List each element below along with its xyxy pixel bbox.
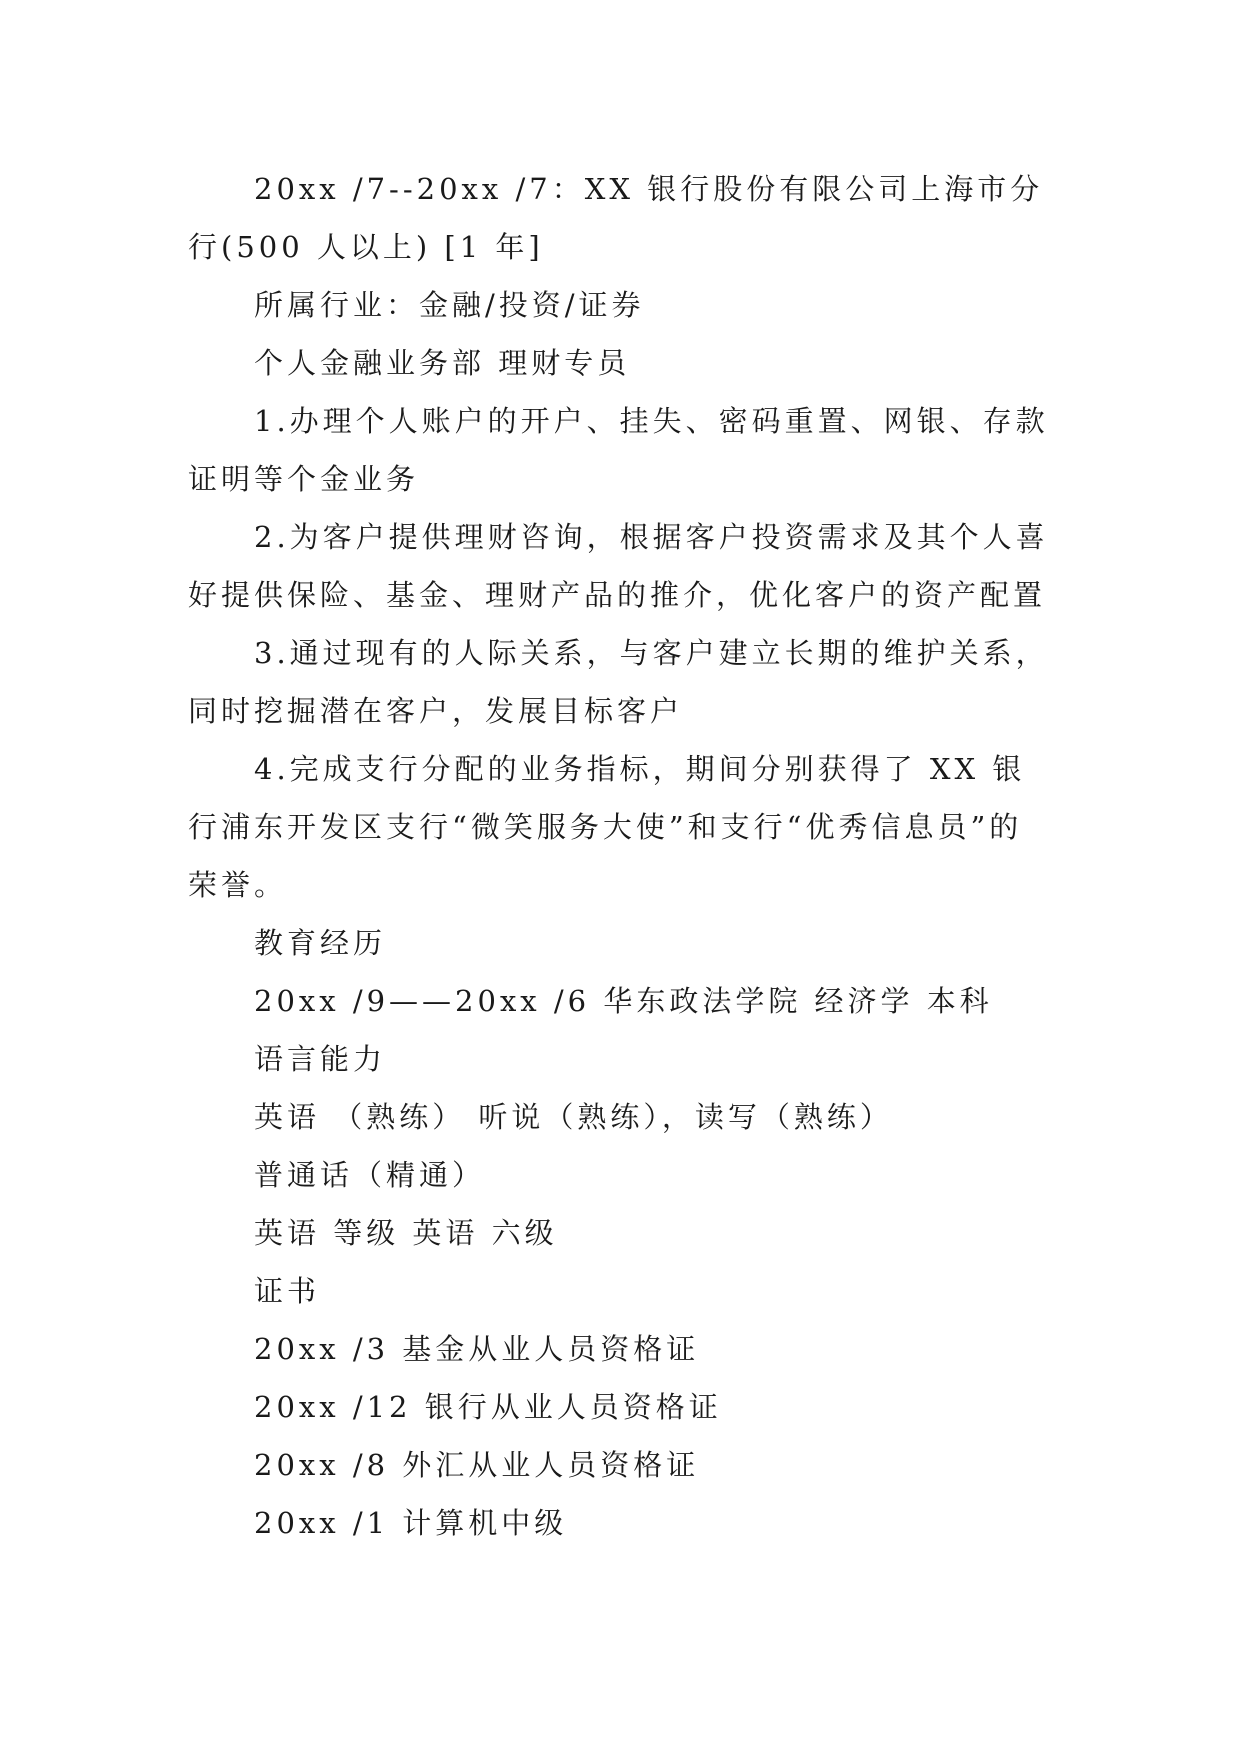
language-mandarin: 普通话（精通）: [254, 1158, 486, 1192]
certificate-item: 20xx /3 基金从业人员资格证: [254, 1332, 700, 1366]
work-duty-4: 4.完成支行分配的业务指标，期间分别获得了 XX 银行浦东开发区支行“微笑服务大使”和支行“优秀信息员”的荣誉。: [188, 752, 1026, 902]
work-industry: 所属行业：金融/投资/证券: [254, 288, 645, 322]
language-level: 英语 等级 英语 六级: [254, 1216, 558, 1250]
education-heading: 教育经历: [254, 926, 387, 960]
work-period-line: 20xx /7--20xx /7：XX 银行股份有限公司上海市分行(500 人以上) [1 年]: [188, 172, 1044, 264]
work-position: 个人金融业务部 理财专员: [254, 346, 631, 380]
work-duty-1: 1.办理个人账户的开户、挂失、密码重置、网银、存款证明等个金业务: [188, 404, 1049, 496]
language-english: 英语 （熟练） 听说（熟练），读写（熟练）: [254, 1100, 893, 1134]
certificate-item: 20xx /1 计算机中级: [254, 1506, 568, 1540]
resume-document: [188, 160, 1054, 1552]
work-duty-3: 3.通过现有的人际关系，与客户建立长期的维护关系，同时挖掘潜在客户，发展目标客户: [188, 636, 1049, 728]
certificates-heading: 证书: [254, 1274, 321, 1308]
certificate-item: 20xx /8 外汇从业人员资格证: [254, 1448, 700, 1482]
language-heading: 语言能力: [254, 1042, 387, 1076]
education-entry: 20xx /9——20xx /6 华东政法学院 经济学 本科: [254, 984, 993, 1018]
certificate-item: 20xx /12 银行从业人员资格证: [254, 1390, 722, 1424]
work-duty-2: 2.为客户提供理财咨询，根据客户投资需求及其个人喜好提供保险、基金、理财产品的推介，优化客户的资产配置: [188, 520, 1049, 612]
